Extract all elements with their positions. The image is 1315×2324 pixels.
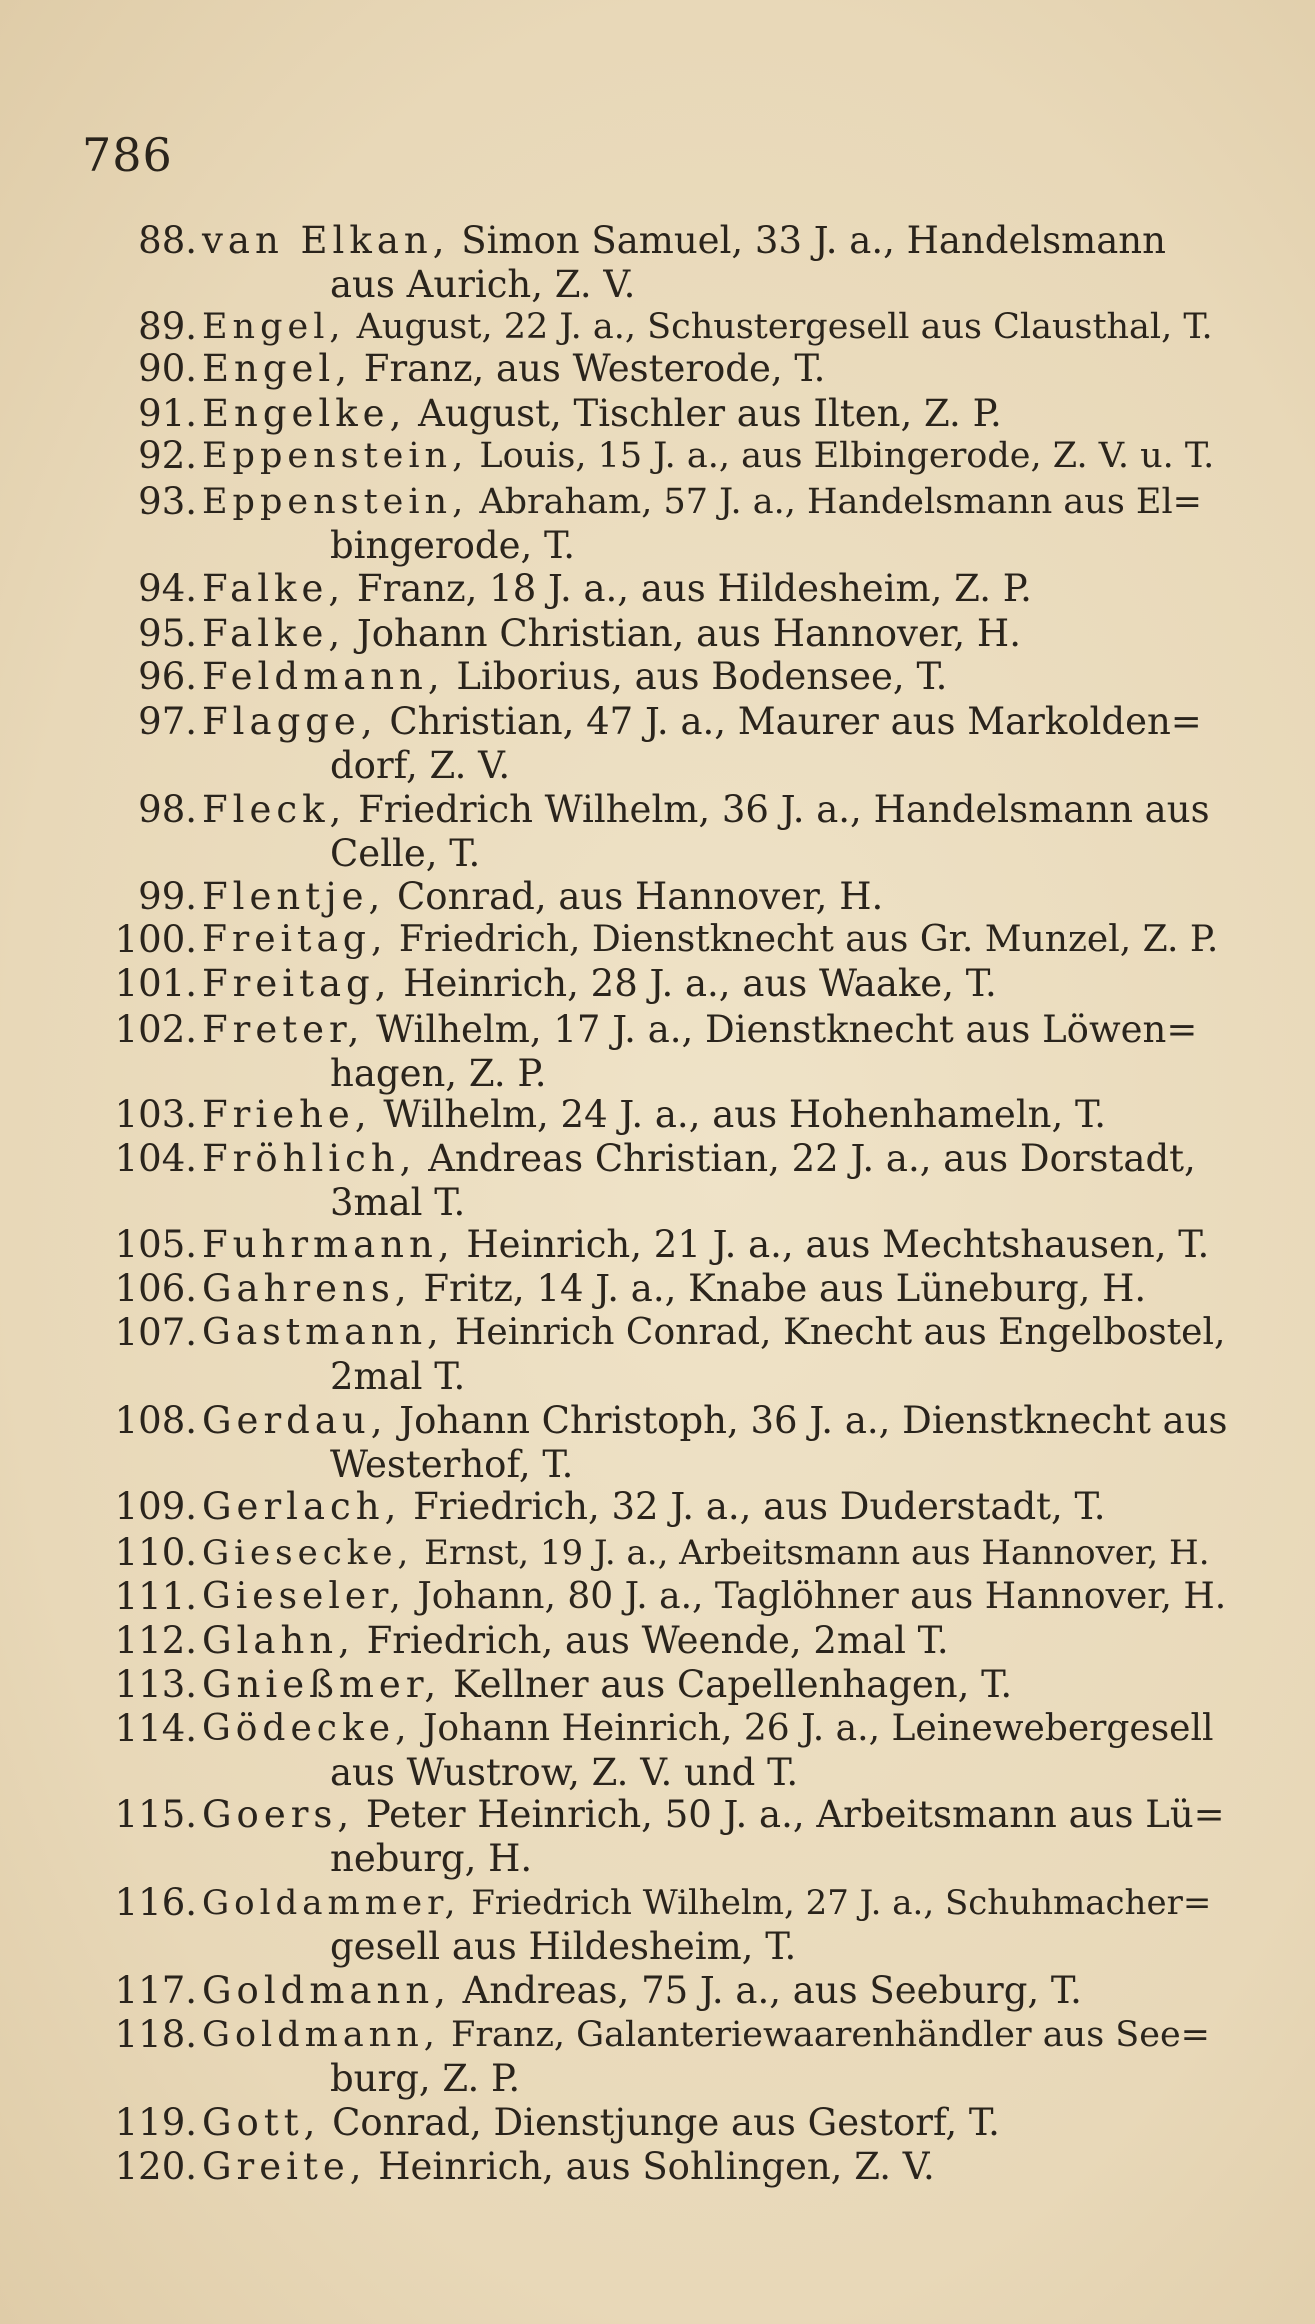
entry-surname: Gerdau, [202, 1399, 388, 1442]
entry-surname: Gödecke, [202, 1708, 412, 1749]
entry-number: 111. [114, 1575, 197, 1618]
entry-surname: Freter, [202, 1008, 365, 1051]
entry-number: 106. [114, 1267, 197, 1310]
entry-details: Heinrich, 21 J. a., aus Mechtshausen, T. [454, 1223, 1210, 1266]
entry-number: 102. [114, 1008, 197, 1051]
entry-details: Friedrich, Dienstknecht aus Gr. Munzel, Z. P. [387, 919, 1219, 960]
entry-number: 100. [114, 918, 197, 961]
entry-surname: Flentje, [202, 875, 386, 918]
entry-details: Franz, Galanteriewaarenhändler aus See= [439, 2015, 1211, 2055]
entry-details: Johann, 80 J. a., Taglöhner aus Hannover, H. [405, 1576, 1227, 1617]
entry-text [202, 1310, 1225, 1356]
entry-details: Friedrich, 32 J. a., aus Duderstadt, T. [401, 1485, 1106, 1528]
entry-text [202, 1222, 1209, 1268]
entry-surname: Eppenstein, [202, 482, 469, 522]
entry-details: Wilhelm, 24 J. a., aus Hohenhameln, T. [371, 1093, 1107, 1136]
entry-text [202, 1618, 949, 1664]
entry-text [202, 479, 1202, 525]
entry-continuation: bingerode, T. [330, 524, 575, 567]
entry-details: Christian, 47 J. a., Maurer aus Markolden= [377, 700, 1202, 743]
entry-number: 113. [114, 1663, 197, 1706]
entry-details: August, Tischler aus Ilten, Z. P. [406, 392, 1002, 435]
entry-text [202, 611, 1021, 657]
entry-number: 92. [138, 434, 197, 477]
entry-surname: Gastmann, [202, 1312, 444, 1353]
entry-number: 90. [138, 347, 197, 390]
entry-text [202, 874, 883, 920]
entry-details: Andreas, 75 J. a., aus Seeburg, T. [450, 1969, 1082, 2012]
entry-details: Franz, aus Westerode, T. [352, 347, 826, 390]
entry-text [202, 787, 1210, 833]
entry-text [202, 1792, 1225, 1838]
entry-number: 116. [114, 1881, 197, 1924]
entry-number: 101. [114, 962, 197, 1005]
entry-surname: Giesecke, [202, 1533, 414, 1573]
entry-number: 98. [138, 788, 197, 831]
entry-surname: Freitag, [202, 919, 388, 960]
entry-surname: Feldmann, [202, 655, 445, 698]
entry-surname: Falke, [202, 567, 346, 610]
entry-continuation: neburg, H. [330, 1837, 533, 1880]
entry-details: Johann Heinrich, 26 J. a., Leinewebergesell [411, 1708, 1214, 1749]
entry-details: Simon Samuel, 33 J. a., Handelsmann [449, 219, 1166, 262]
entry-text [202, 1574, 1226, 1620]
entry-details: Liborius, aus Bodensee, T. [444, 655, 948, 698]
entry-surname: Eppenstein, [202, 436, 469, 476]
entry-details: Conrad, aus Hannover, H. [385, 875, 884, 918]
entry-number: 108. [114, 1399, 197, 1442]
entry-text [202, 961, 997, 1007]
entry-surname: Gerlach, [202, 1485, 402, 1528]
entry-details: Ernst, 19 J. a., Arbeitsmann aus Hannover, H. [413, 1533, 1210, 1573]
entry-number: 109. [114, 1485, 197, 1528]
entry-number: 93. [138, 480, 197, 523]
entry-surname: Fröhlich, [202, 1137, 417, 1180]
entry-surname: Goers, [202, 1793, 355, 1836]
entry-surname: Friehe, [202, 1093, 372, 1136]
entry-surname: Fuhrmann, [202, 1223, 455, 1266]
entry-text [202, 1706, 1214, 1752]
entry-surname: Gott, [202, 2101, 321, 2144]
entry-surname: Goldmann, [202, 1969, 451, 2012]
entry-surname: Gieseler, [202, 1576, 406, 1617]
entry-details: Andreas Christian, 22 J. a., aus Dorstadt, [416, 1137, 1196, 1180]
entry-details: August, 22 J. a., Schustergesell aus Clausthal, T. [345, 307, 1213, 347]
entry-text [202, 2100, 1000, 2146]
entry-details: Friedrich Wilhelm, 27 J. a., Schuhmacher= [460, 1883, 1212, 1923]
entry-text [202, 2144, 935, 2190]
entry-surname: Gahrens, [202, 1267, 412, 1310]
entry-text [202, 1092, 1106, 1138]
entry-number: 115. [114, 1793, 197, 1836]
entry-details: Wilhelm, 17 J. a., Dienstknecht aus Löwen= [364, 1008, 1198, 1051]
entry-surname: Gnießmer, [202, 1663, 442, 1706]
entry-text [202, 566, 1032, 612]
entry-surname: Freitag, [202, 962, 392, 1005]
entry-surname: Glahn, [202, 1619, 355, 1662]
entry-details: Louis, 15 J. a., aus Elbingerode, Z. V. u. T. [468, 436, 1215, 476]
entry-number: 96. [138, 655, 197, 698]
entry-text [202, 433, 1214, 479]
entry-continuation: burg, Z. P. [330, 2057, 521, 2100]
entry-text [202, 1007, 1197, 1053]
entry-surname: Engel, [202, 347, 353, 390]
entry-details: Johann Christoph, 36 J. a., Dienstknecht aus [387, 1399, 1228, 1442]
entry-number: 110. [114, 1531, 197, 1574]
entry-number: 120. [114, 2145, 197, 2188]
entry-details: Peter Heinrich, 50 J. a., Arbeitsmann aus Lü= [354, 1793, 1225, 1836]
entry-surname: Engelke, [202, 392, 407, 435]
entry-surname: Goldmann, [202, 2015, 440, 2055]
entry-details: Heinrich Conrad, Knecht aus Engelbostel, [443, 1312, 1226, 1353]
entry-continuation: dorf, Z. V. [330, 744, 511, 787]
entry-details: Heinrich, aus Sohlingen, Z. V. [366, 2145, 935, 2188]
entry-details: Kellner aus Capellenhagen, T. [441, 1663, 1013, 1706]
entry-text [202, 699, 1202, 745]
entry-text [202, 1880, 1211, 1926]
entry-continuation: aus Wustrow, Z. V. und T. [330, 1751, 799, 1794]
entry-number: 118. [114, 2013, 197, 2056]
entry-number: 95. [138, 612, 197, 655]
entry-surname: Engel, [202, 307, 346, 347]
entry-text [202, 346, 825, 392]
entry-number: 107. [114, 1311, 197, 1354]
entry-details: Abraham, 57 J. a., Handelsmann aus El= [468, 482, 1202, 522]
entry-number: 103. [114, 1093, 197, 1136]
page-number: 786 [82, 128, 173, 182]
entry-number: 94. [138, 567, 197, 610]
entry-text [202, 304, 1213, 350]
entry-text [202, 391, 1002, 437]
entry-text [202, 1136, 1196, 1182]
entry-number: 105. [114, 1223, 197, 1266]
entry-continuation: 2mal T. [330, 1355, 466, 1398]
entry-text [202, 1266, 1146, 1312]
entry-number: 97. [138, 700, 197, 743]
entry-text [202, 1484, 1106, 1530]
entry-surname: Fleck, [202, 788, 347, 831]
entry-number: 119. [114, 2101, 197, 2144]
entry-text [202, 1968, 1082, 2014]
entry-number: 88. [138, 219, 197, 262]
entry-number: 91. [138, 392, 197, 435]
entry-continuation: Celle, T. [330, 832, 481, 875]
entry-number: 99. [138, 875, 197, 918]
entry-surname: Falke, [202, 612, 346, 655]
entry-continuation: Westerhof, T. [330, 1443, 574, 1486]
entry-details: Friedrich, aus Weende, 2mal T. [354, 1619, 949, 1662]
entry-continuation: aus Aurich, Z. V. [330, 263, 636, 306]
entry-details: Conrad, Dienstjunge aus Gestorf, T. [320, 2101, 1000, 2144]
entry-text [202, 917, 1218, 963]
entry-details: Johann Christian, aus Hannover, H. [345, 612, 1021, 655]
entry-surname: Greite, [202, 2145, 367, 2188]
entry-number: 112. [114, 1619, 197, 1662]
entry-text [202, 1530, 1210, 1576]
entry-surname: Flagge, [202, 700, 378, 743]
entry-details: Franz, 18 J. a., aus Hildesheim, Z. P. [345, 567, 1032, 610]
entry-details: Fritz, 14 J. a., Knabe aus Lüneburg, H. [411, 1267, 1147, 1310]
entry-text [202, 1662, 1012, 1708]
entry-surname: van Elkan, [202, 219, 450, 262]
entry-text [202, 654, 947, 700]
entry-number: 117. [114, 1969, 197, 2012]
entry-number: 114. [114, 1707, 197, 1750]
entry-text [202, 2012, 1210, 2058]
entry-continuation: hagen, Z. P. [330, 1052, 547, 1095]
entry-text [202, 1398, 1227, 1444]
entry-surname: Goldammer, [202, 1883, 461, 1923]
entry-details: Friedrich Wilhelm, 36 J. a., Handelsmann aus [346, 788, 1210, 831]
entry-continuation: 3mal T. [330, 1181, 466, 1224]
entry-continuation: gesell aus Hildesheim, T. [330, 1925, 797, 1968]
entry-text [202, 218, 1166, 264]
entry-number: 104. [114, 1137, 197, 1180]
entry-number: 89. [138, 305, 197, 348]
entry-details: Heinrich, 28 J. a., aus Waake, T. [391, 962, 997, 1005]
